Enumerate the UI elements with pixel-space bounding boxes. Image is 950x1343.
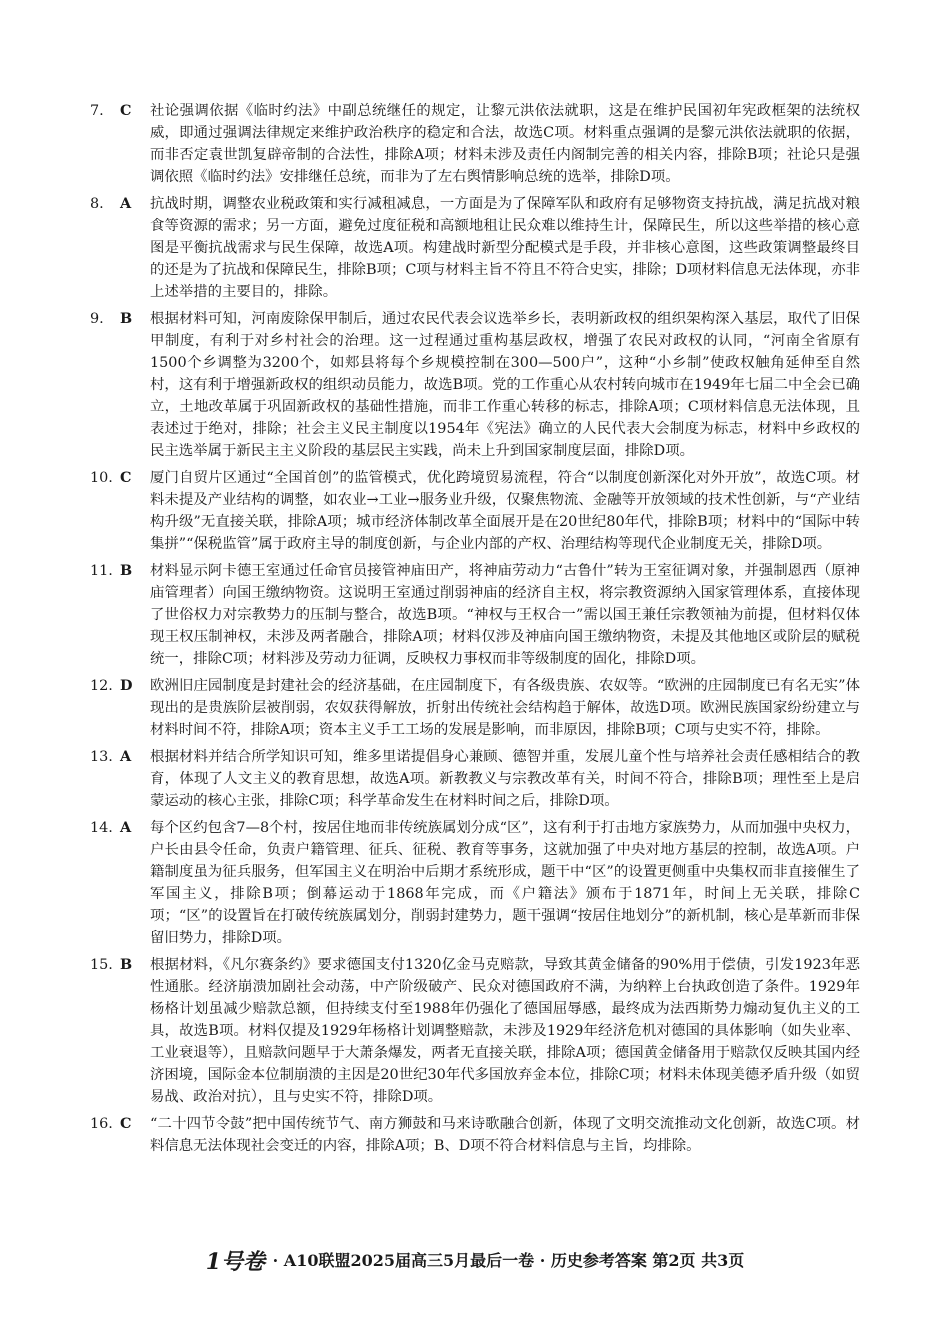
answer-explanation: 社论强调依据《临时约法》中副总统继任的规定，让黎元洪依法就职，这是在维护民国初年宪政框架的法统权威，即通过强调法律规定来维护政治秩序的稳定和合法，故选C项。材料重点强调的是黎元洪依法就职的依据，而非否定袁世凯复辟帝制的合法性，排除A项；材料未涉及责任内阁制完善的相关内容，排除B项；社论只是强调依照《临时约法》安排继任总统，而非为了左右舆情影响总统的选举，排除D项。 [150, 103, 860, 185]
answer-explanation: 材料显示阿卡德王室通过任命官员接管神庙田产，将神庙劳动力“古鲁什”转为王室征调对象，并强制恩西（原神庙管理者）向国王缴纳物资。这说明王室通过削弱神庙的经济自主权，将宗教资源纳入国家管理体系，直接体现了世俗权力对宗教势力的压制与整合，故选B项。“神权与王权合一”需以国王兼任宗教领袖为前提，但材料仅体现王权压制神权，未涉及两者融合，排除A项；材料仅涉及神庙向国王缴纳物资，未提及其他地区或阶层的赋税统一，排除C项；材料涉及劳动力征调，反映权力事权而非等级制度的固化，排除D项。 [150, 563, 860, 667]
answer-key: C [120, 1115, 132, 1132]
question-number: 12. [90, 678, 113, 694]
answer-item [90, 560, 860, 670]
question-number: 10. [90, 470, 113, 486]
answer-explanation: 厦门自贸片区通过“全国首创”的监管模式，优化跨境贸易流程，符合“以制度创新深化对外开放”，故选C项。材料未提及产业结构的调整，如农业→工业→服务业升级，仅聚焦物流、金融等开放领域的技术性创新，与“产业结构升级”无直接关联，排除A项；城市经济体制改革全面展开是在20世纪80年代，排除B项；材料中的“国际中转集拼”“保税监管”属于政府主导的制度创新，与企业内部的产权、治理结构等现代企业制度无关，排除D项。 [150, 470, 860, 552]
answer-explanation: 根据材料并结合所学知识可知，维多里诺提倡身心兼顾、德智并重，发展儿童个性与培养社会责任感相结合的教育，体现了人文主义的教育思想，故选A项。新教教义与宗教改革有关，时间不符合，排除B项；理性至上是启蒙运动的核心主张，排除C项；科学革命发生在材料时间之后，排除D项。 [150, 749, 860, 809]
answer-explanation: 抗战时期，调整农业税政策和实行减租减息，一方面是为了保障军队和政府有足够物资支持抗战，满足抗战对粮食等资源的需求；另一方面，避免过度征税和高额地租让民众难以维持生计，保障民生，所以这些举措的核心意图是平衡抗战需求与民生保障，故选A项。构建战时新型分配模式是手段，并非核心意图，这些政策调整最终目的还是为了抗战和保障民生，排除B项；C项与材料主旨不符且不符合史实，排除；D项材料信息无法体现，亦非上述举措的主要目的，排除。 [150, 196, 860, 300]
answer-item [90, 1113, 860, 1157]
answer-explanation: 欧洲旧庄园制度是封建社会的经济基础，在庄园制度下，有各级贵族、农奴等。“欧洲的庄园制度已有名无实”体现出的是贵族阶层被削弱，农奴获得解放，折射出传统社会结构趋于解体，故选D项。欧洲民族国家纷纷建立与材料时间不符，排除A项；资本主义手工工场的发展是影响，而非原因，排除B项；C项与史实不符，排除。 [150, 678, 860, 738]
answer-key: C [120, 469, 132, 486]
question-number: 9. [90, 311, 104, 327]
brand-logo: 1号卷 [205, 1249, 266, 1275]
answer-item [90, 308, 860, 462]
answer-explanation: 根据材料可知，河南废除保甲制后，通过农民代表会议选举乡长，表明新政权的组织架构深入基层，取代了旧保甲制度，有利于对乡村社会的治理。这一过程通过重构基层政权，增强了农民对政权的认同，“河南全省原有1500个乡调整为3200个，如郏县将每个乡规模控制在300—500户”，这种“小乡制”使政权触角延伸至自然村，这有利于增强新政权的组织动员能力，故选B项。党的工作重心从农村转向城市在1949年七届二中全会已确立，土地改革属于巩固新政权的基础性措施，而非工作重心转移的标志，排除A项；C项材料信息无法体现，且表述过于绝对，排除；社会主义民主制度以1954年《宪法》确立的人民代表大会制度为标志，材料中乡政权的民主选举属于新民主主义阶段的基层民主实践，尚未上升到国家制度层面，排除D项。 [150, 311, 860, 459]
answer-explanation: 每个区约包含7—8个村，按居住地而非传统族属划分成“区”，这有利于打击地方家族势力，从而加强中央权力，户长由县令任命，负责户籍管理、征兵、征税、教育等事务，这就加强了中央对地方基层的控制，故选A项。户籍制度虽为征兵服务，但军国主义在明治中后期才系统形成，题干中“区”的设置更侧重中央集权而非直接催生了军国主义，排除B项；倒幕运动于1868年完成，而《户籍法》颁布于1871年，时间上无关联，排除C项；“区”的设置旨在打破传统族属划分，削弱封建势力，题干强调“按居住地划分”的新机制，核心是革新而非保留旧势力，排除D项。 [150, 820, 860, 946]
question-number: 7. [90, 103, 104, 119]
answer-key: A [120, 748, 132, 765]
answer-list [90, 100, 860, 1157]
answer-key: B [120, 562, 133, 579]
page-footer [0, 1250, 950, 1273]
answer-explanation: 根据材料，《凡尔赛条约》要求德国支付1320亿金马克赔款，导致其黄金储备的90%用于偿债，引发1923年恶性通胀。经济崩溃加剧社会动荡，中产阶级破产、民众对德国政府不满，为纳粹上台执政创造了条件。1929年杨格计划虽减少赔款总额，但持续支付至1988年仍强化了德国屈辱感，最终成为法西斯势力煽动复仇主义的工具，故选B项。材料仅提及1929年杨格计划调整赔款，未涉及1929年经济危机对德国的具体影响（如失业率、工业衰退等），且赔款问题早于大萧条爆发，两者无直接关联，排除A项；德国黄金储备用于赔款仅反映其国内经济困境，国际金本位制崩溃的主因是20世纪30年代多国放弃金本位，排除C项；材料未体现美德矛盾升级（如贸易战、政治对抗），且与史实不符，排除D项。 [150, 957, 860, 1105]
answer-item [90, 954, 860, 1108]
answer-explanation: “二十四节令鼓”把中国传统节气、南方狮鼓和马来诗歌融合创新，体现了文明交流推动文化创新，故选C项。材料信息无法体现社会变迁的内容，排除A项；B、D项不符合材料信息与主旨，均排除。 [150, 1116, 860, 1154]
question-number: 15. [90, 957, 113, 973]
answer-item [90, 100, 860, 188]
answer-item [90, 817, 860, 949]
question-number: 14. [90, 820, 113, 836]
question-number: 16. [90, 1116, 113, 1132]
question-number: 13. [90, 749, 113, 765]
answer-item [90, 746, 860, 812]
answer-key: C [120, 102, 132, 119]
answer-item [90, 467, 860, 555]
answer-item [90, 193, 860, 303]
answer-item [90, 675, 860, 741]
answer-key: A [120, 819, 132, 836]
answer-key: B [120, 310, 133, 327]
answer-key: B [120, 956, 133, 973]
question-number: 8. [90, 196, 104, 212]
answer-key: D [120, 677, 133, 694]
answer-key: A [120, 195, 132, 212]
footer-text: · A10联盟2025届高三5月最后一卷 · 历史参考答案 第2页 共3页 [267, 1251, 745, 1270]
question-number: 11. [90, 563, 113, 579]
